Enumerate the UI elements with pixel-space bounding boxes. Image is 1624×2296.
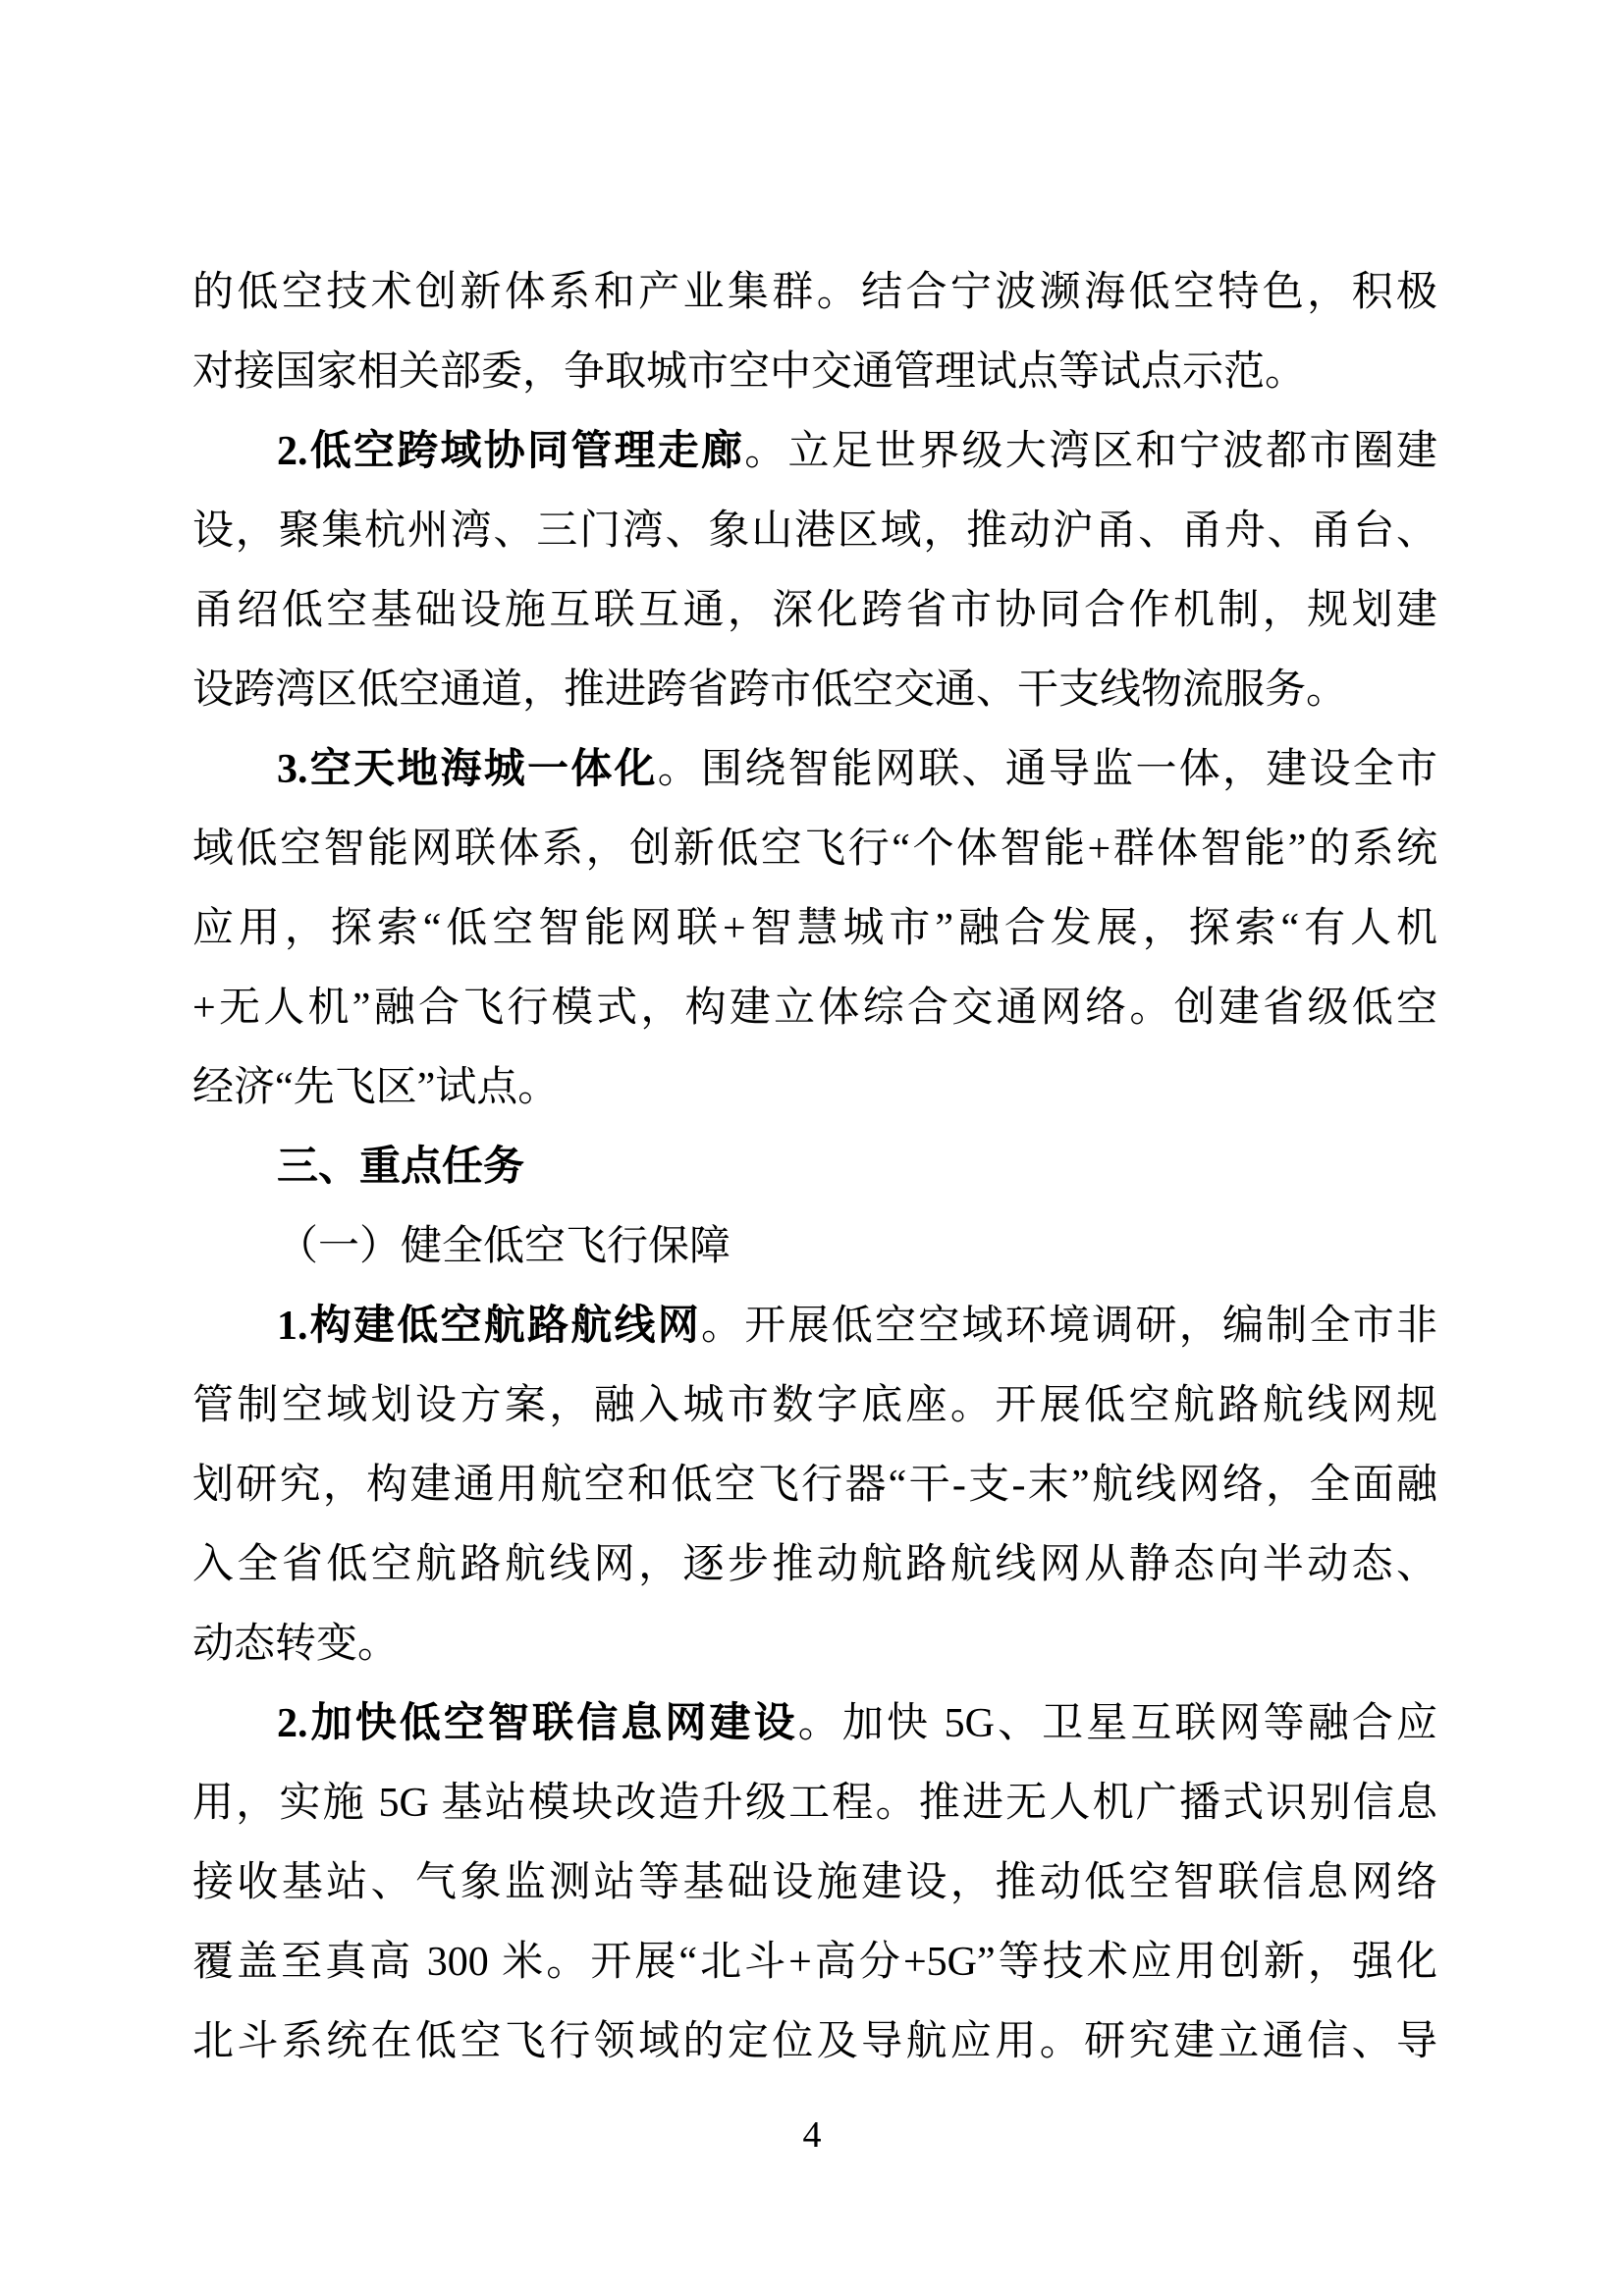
text-run: 经济“先飞区”试点。 bbox=[192, 1065, 560, 1110]
text-run: 甬绍低空基础设施互联互通，深化跨省市协同合作机制，规划建 bbox=[192, 588, 1437, 633]
text-line bbox=[192, 1287, 1437, 1366]
text-line bbox=[192, 730, 1437, 810]
text-line bbox=[192, 651, 1437, 730]
text-run: 覆盖至真高 300 米。开展“北斗+高分+5G”等技术应用创新，强化 bbox=[192, 1940, 1437, 1985]
text-line bbox=[192, 1048, 1437, 1128]
text-run: 入全省低空航路航线网，逐步推动航路航线网从静态向半动态、 bbox=[192, 1542, 1437, 1587]
text-run: 2.低空跨域协同管理走廊 bbox=[277, 429, 745, 474]
text-run: 应用，探索“低空智能网联+智慧城市”融合发展，探索“有人机 bbox=[192, 906, 1437, 951]
text-line bbox=[192, 1684, 1437, 1764]
text-run: 三、重点任务 bbox=[277, 1145, 525, 1190]
text-run: 。围绕智能网联、通导监一体，建设全市 bbox=[657, 747, 1437, 792]
text-run: 北斗系统在低空飞行领域的定位及导航应用。研究建立通信、导 bbox=[192, 2019, 1437, 2064]
text-line bbox=[192, 1207, 1437, 1287]
text-run: 3.空天地海城一体化 bbox=[277, 747, 658, 792]
text-line bbox=[192, 1764, 1437, 1843]
text-line bbox=[192, 1843, 1437, 1923]
text-run: 动态转变。 bbox=[192, 1622, 400, 1667]
text-run: +无人机”融合飞行模式，构建立体综合交通网络。创建省级低空 bbox=[192, 986, 1437, 1031]
text-line bbox=[192, 1366, 1437, 1446]
text-run: 接收基站、气象监测站等基础设施建设，推动低空智联信息网络 bbox=[192, 1860, 1437, 1905]
text-run: 划研究，构建通用航空和低空飞行器“干-支-末”航线网络，全面融 bbox=[192, 1463, 1437, 1508]
text-run: 。开展低空空域环境调研，编制全市非 bbox=[701, 1304, 1437, 1349]
text-run: 2.加快低空智联信息网建设 bbox=[277, 1701, 798, 1746]
text-run: 管制空域划设方案，融入城市数字底座。开展低空航路航线网规 bbox=[192, 1383, 1437, 1428]
text-line bbox=[192, 333, 1437, 412]
text-line bbox=[192, 492, 1437, 571]
text-line bbox=[192, 253, 1437, 333]
text-run: 域低空智能网联体系，创新低空飞行“个体智能+群体智能”的系统 bbox=[192, 827, 1437, 872]
text-line bbox=[192, 1446, 1437, 1525]
text-run: 用，实施 5G 基站模块改造升级工程。推进无人机广播式识别信息 bbox=[192, 1781, 1437, 1826]
text-line bbox=[192, 1923, 1437, 2002]
text-line bbox=[192, 2002, 1437, 2082]
text-line bbox=[192, 810, 1437, 889]
text-run: 对接国家相关部委，争取城市空中交通管理试点等试点示范。 bbox=[192, 349, 1307, 395]
text-line bbox=[192, 969, 1437, 1048]
page-number: 4 bbox=[802, 2114, 822, 2156]
text-line bbox=[192, 1605, 1437, 1684]
text-run: （一）健全低空飞行保障 bbox=[277, 1224, 731, 1269]
text-run: 设，聚集杭州湾、三门湾、象山港区域，推动沪甬、甬舟、甬台、 bbox=[192, 508, 1437, 554]
text-run: 。加快 5G、卫星互联网等融合应 bbox=[797, 1701, 1437, 1746]
text-run: 的低空技术创新体系和产业集群。结合宁波濒海低空特色，积极 bbox=[192, 270, 1437, 315]
text-line bbox=[192, 571, 1437, 651]
text-line bbox=[192, 889, 1437, 969]
text-line bbox=[192, 412, 1437, 492]
document-body bbox=[192, 253, 1437, 2082]
text-run: 设跨湾区低空通道，推进跨省跨市低空交通、干支线物流服务。 bbox=[192, 667, 1348, 713]
text-line bbox=[192, 1128, 1437, 1207]
text-line bbox=[192, 1525, 1437, 1605]
text-run: 。立足世界级大湾区和宁波都市圈建 bbox=[744, 429, 1437, 474]
text-run: 1.构建低空航路航线网 bbox=[277, 1304, 701, 1349]
